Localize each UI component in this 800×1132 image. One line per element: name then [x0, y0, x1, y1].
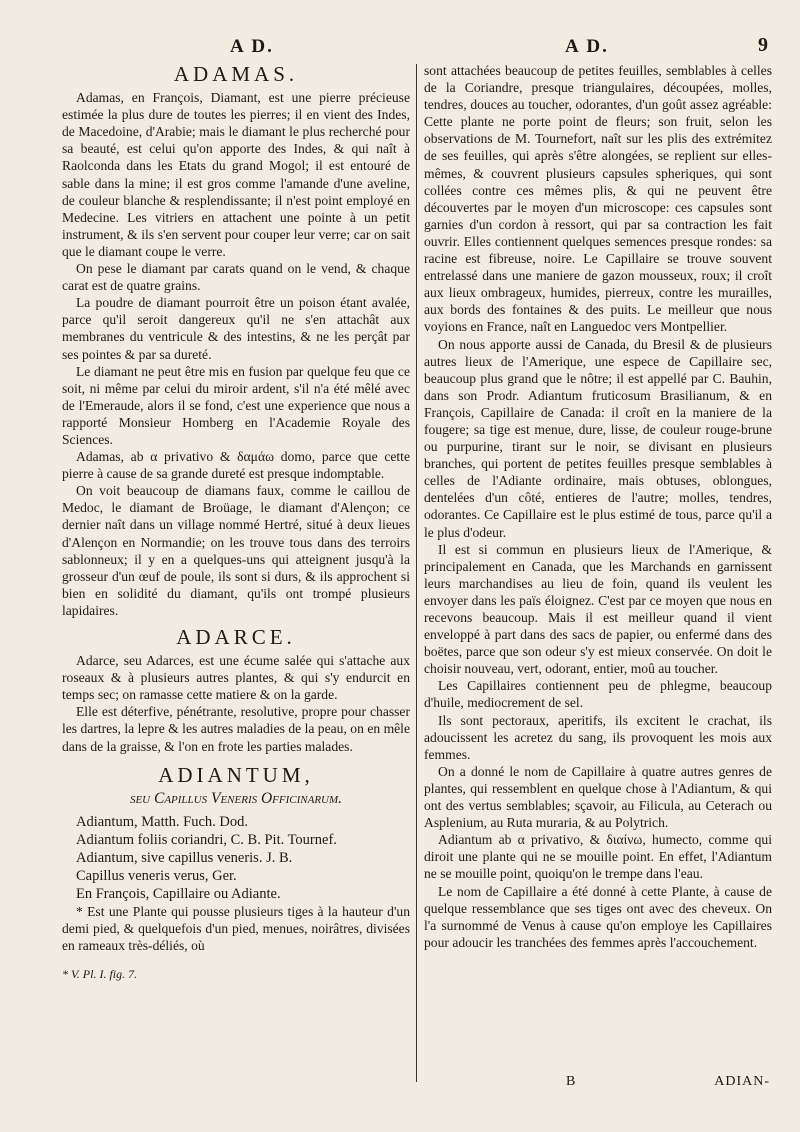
- entry-subtitle-adiantum: seu Capillus Veneris Officinarum.: [129, 789, 343, 807]
- synonym-line: Adiantum foliis coriandri, C. B. Pit. Tournef.: [76, 831, 337, 848]
- column-divider: [416, 64, 417, 1082]
- footnote: * V. Pl. I. fig. 7.: [62, 967, 138, 982]
- paragraph: La poudre de diamant pourroit être un poison étant avalée, parce qu'il seroit dangereux qu'il ne s'en attachât aux membranes du ventricule & des intestins, & ne les perçât par ses pointes & par sa dureté.: [62, 295, 410, 362]
- right-column: [424, 62, 772, 1092]
- paragraph: Le diamant ne peut être mis en fusion par quelque feu que ce soit, ni même par celui du miroir ardent, s'il n'a été mêlé avec de l'Emeraude, alors il se fond, c'est une experience que nous a rapporté Monsieur Homberg en l'Academie Royale des Sciences.: [62, 363, 410, 447]
- paragraph: Ils sont pectoraux, aperitifs, ils excitent le crachat, ils adoucissent les acretez du sang, ils provoquent les mois aux femmes.: [424, 712, 772, 762]
- paragraph: Adarce, seu Adarces, est une écume salée qui s'attache aux roseaux & à plusieurs autres plantes, & qui s'y endurcit en temps sec; on ramasse cette matiere & on la garde.: [62, 653, 410, 703]
- paragraph: sont attachées beaucoup de petites feuilles, semblables à celles de la Coriandre, presque triangulaires, découpées, molles, tendres, douces au toucher, odorantes, d'un goût assez agréable: Cette plante ne porte point de fleurs; son fruit, selon les observations de M. Tournefort, naît sur les plis des extrémitez de ses feuilles, qui après s'être alongées, se replient sur elles-mêmes, & couvrent plusieurs capsules spheriques, qui sont collées contre ces mêmes plis, & qui ne peuvent être découvertes par le moyen d'un microscope: ces capsules sont garnies d'un cordon à ressort, qui par sa contraction les fait ouvrir. Elles contiennent quelques semences presque rondes: sa racine est fibreuse, noire. Le Capillaire se trouve souvent entrelassé dans une maniere de gazon mousseux, roux; il croît aux lieux ombrageux, humides, pierreux, contre les murailles, aux bords des fontaines & des puits. Le meilleur que nous voyions en France, naît en Languedoc vers Montpellier.: [424, 63, 772, 335]
- synonym-line: Capillus veneris verus, Ger.: [76, 867, 237, 884]
- paragraph: Les Capillaires contiennent peu de phlegme, beaucoup d'huile, mediocrement de sel.: [424, 678, 772, 711]
- paragraph: Le nom de Capillaire a été donné à cette Plante, à cause de quelque ressemblance que ses tiges ont avec des cheveux. On l'a surnommé de Venus à cause qu'on employe les Capillaires pour adoucir les tranchées des femmes après l'accouchement.: [424, 883, 772, 950]
- entry-title-adamas: ADAMAS.: [173, 62, 299, 86]
- left-column: [62, 62, 410, 1092]
- paragraph: Il est si commun en plusieurs lieux de l'Amerique, & principalement en Canada, que les Marchands en garnissent leurs marchandises au lieu de foin, quand ils veulent les envoyer dans les païs éloignez. C'est par ce moyen que nous en recevons beaucoup. Mais il est meilleur quand il vient enveloppé à part dans des sacs de papier, ou enfermé dans des boëtes, parce que son odeur s'y est mieux conservée. On doit le choisir nouveau, vert, odorant, entier, moû au toucher.: [424, 541, 772, 677]
- paragraph: Adamas, en François, Diamant, est une pierre précieuse estimée la plus dure de toutes les pierres; il en vient des Indes, de Macedoine, d'Arabie; mais le diamant le plus recherché pour sa beauté, est celui qu'on apporte des Indes, & qui naît à Raolconda dans les Etats du grand Mogol; il est entouré de sable dans la mine; il est gros comme l'amande d'une aveline, de couleur blanche & resplendissante; il n'est point employé en Medecine. Les vitriers en attachent une pointe à un petit instrument, & ils s'en servent pour couper leur verre; car on sait que le diamant coupe le verre.: [62, 90, 410, 259]
- paragraph: * Est une Plante qui pousse plusieurs tiges à la hauteur d'un demi pied, & quelquefois d'un pied, menues, noirâtres, divisées en rameaux très-déliés, où: [62, 903, 410, 954]
- paragraph: Adiantum ab α privativo, & διαίνω, humecto, comme qui diroit une plante qui ne se mouille point. En effet, l'Adiantum ne se mouille point, quoiqu'on le trempe dans l'eau.: [424, 832, 772, 882]
- paragraph: Adamas, ab α privativo & δαμάω domo, parce que cette pierre à cause de sa grande dureté est presque indomptable.: [62, 449, 410, 482]
- paragraph: On voit beaucoup de diamans faux, comme le caillou de Medoc, le diamant de Broüage, le diamant d'Alençon; ce dernier naît dans un village nommé Hertré, situé à deux lieues d'Alençon en Normandie; on les trouve tous dans des terroirs sablonneux; il y en a quelques-uns qui atteignent jusqu'à la grosseur d'un œuf de poule, ils sont si durs, & ils approchent si bien en solidité du diamant, qu'ils ont trompé plusieurs lapidaires.: [62, 483, 410, 618]
- page-number: 9: [758, 34, 768, 56]
- running-head-left: A D.: [230, 36, 274, 57]
- entry-title-adiantum: ADIANTUM,: [158, 762, 314, 787]
- paragraph: On pese le diamant par carats quand on le vend, & chaque carat est de quatre grains.: [62, 261, 410, 294]
- catchword: ADIAN-: [714, 1074, 770, 1089]
- running-head-right: A D.: [565, 36, 609, 57]
- synonym-line: Adiantum, Matth. Fuch. Dod.: [76, 813, 248, 830]
- paragraph: On a donné le nom de Capillaire à quatre autres genres de plantes, qui ressemblent en quelque chose à l'Adiantum, & qui ont des vertus semblables; sçavoir, au Filicula, au Ceterach ou Asplenium, au Ruta muraria, & au Polytrich.: [424, 763, 772, 831]
- synonym-line: En François, Capillaire ou Adiante.: [76, 885, 281, 902]
- signature-mark: B: [566, 1074, 576, 1089]
- entry-title-adarce: ADARCE.: [176, 625, 296, 649]
- paragraph: Elle est déterfive, pénétrante, resolutive, propre pour chasser les dartres, la lepre & les autres maladies de la peau, on en mêle dans de la graisse, & l'on en frote les parties malades.: [62, 704, 410, 754]
- paragraph: On nous apporte aussi de Canada, du Bresil & de plusieurs autres lieux de l'Amerique, une espece de Capillaire sec, beaucoup plus grand que le nôtre; il est appellé par C. Bauhin, dans son Prodr. Adiantum fruticosum Brasilianum, & en François, Capillaire de Canada: il croît en la maniere de la fougere; sa tige est menue, dure, lisse, de couleur rouge-brune ou purpurine, tirant sur le noir, se divisant en plusieurs branches, qui portent de petites feuilles presque semblables à celles de l'Adiante ordinaire, mais obtuses, oblongues, dentelées d'un côté, entieres de l'autre; molles, tendres, odorantes. Ce Capillaire est le plus estimé de tous, parce qu'il a le plus d'odeur.: [424, 336, 772, 540]
- synonym-line: Adiantum, sive capillus veneris. J. B.: [76, 849, 293, 866]
